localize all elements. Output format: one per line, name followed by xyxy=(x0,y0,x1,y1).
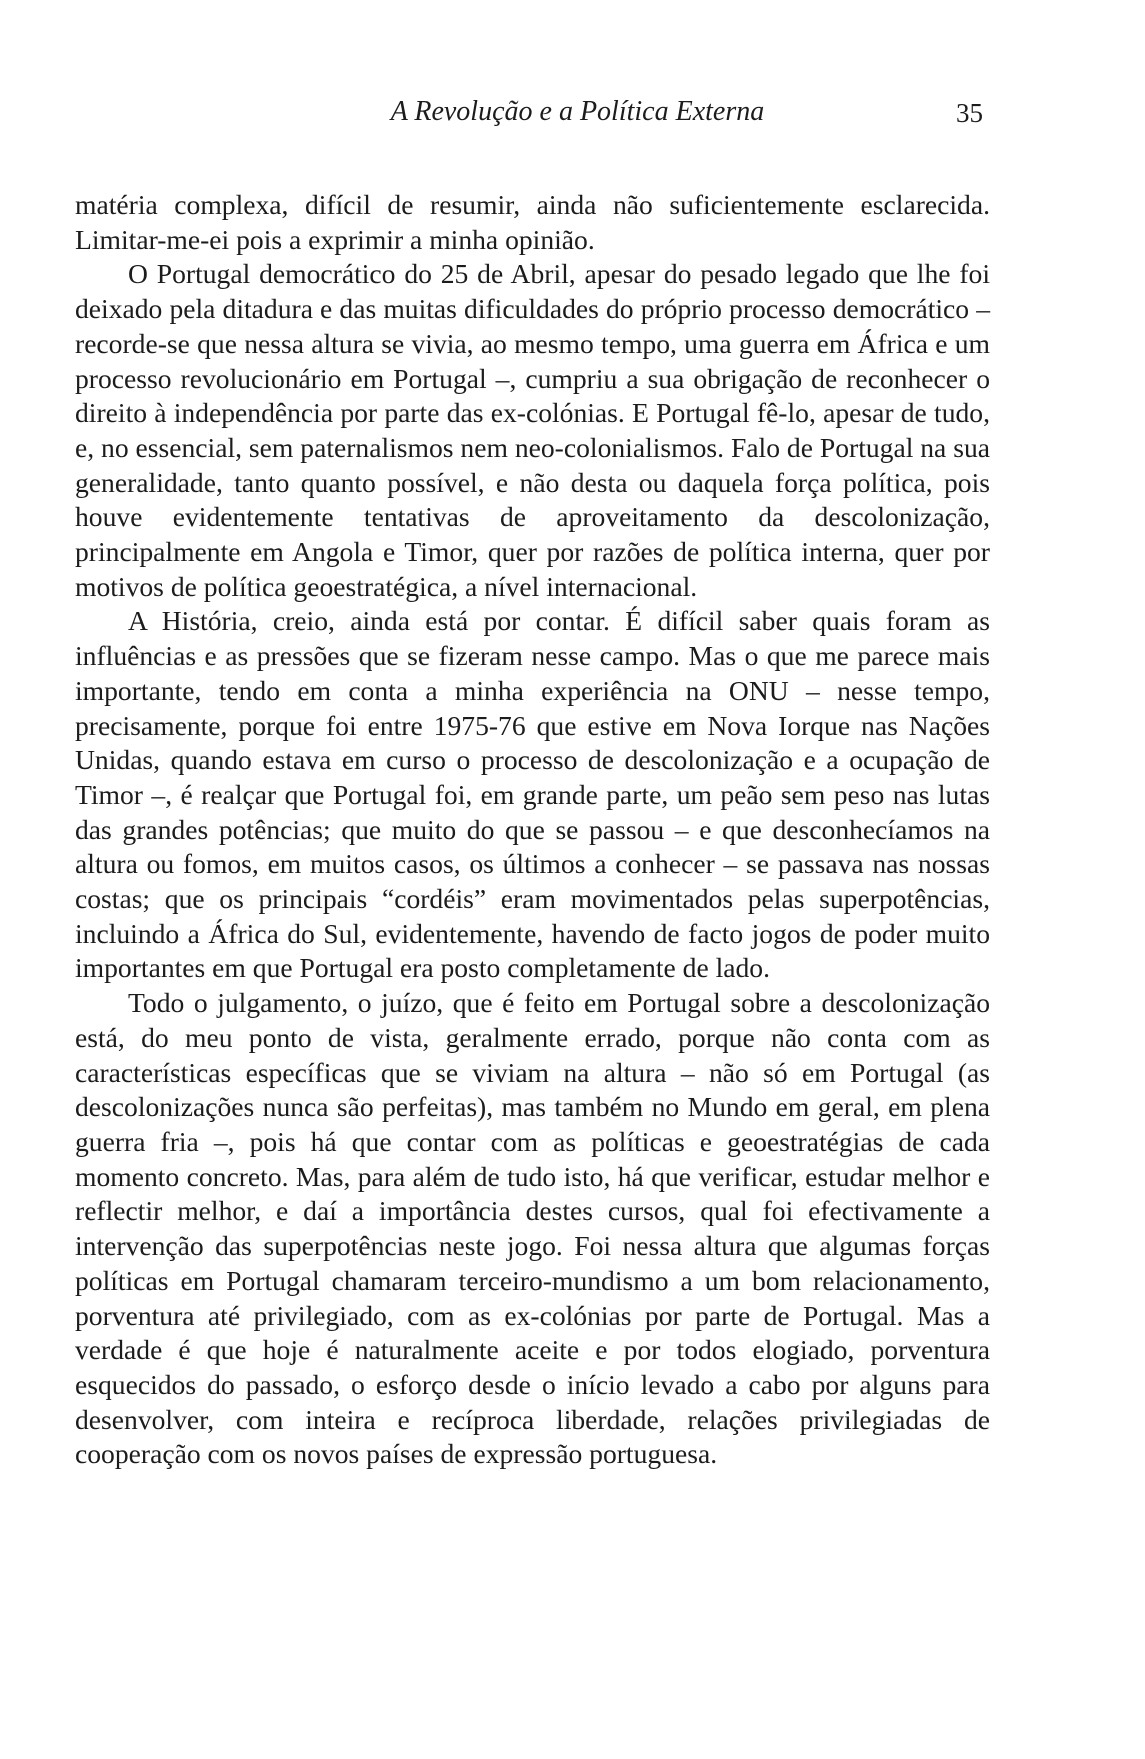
page-header xyxy=(0,96,1145,136)
page-number: 35 xyxy=(956,98,983,128)
paragraph-2: O Portugal democrático do 25 de Abril, apesar do pesado legado que lhe foi deixado pela ditadura e das muitas dificuldades do próprio processo democrático – recorde-se que nessa altura se vivia, ao mesmo tempo, uma guerra em África e um processo revolucionário em Portugal –, cumpriu a sua obrigação de reconhecer o direito à independência por parte das ex-colónias. E Portugal fê-lo, apesar de tudo, e, no essencial, sem paternalismos nem neo-colonialismos. Falo de Portugal na sua generalidade, tanto quanto possível, e não desta ou daquela força política, pois houve evidentemente tentativas de aproveitamento da descolonização, principalmente em Angola e Timor, quer por razões de política interna, quer por motivos de política geoestratégica, a nível internacional. xyxy=(75,258,990,602)
paragraph-4: Todo o julgamento, o juízo, que é feito em Portugal sobre a descolonização está, do meu ponto de vista, geralmente errado, porque não conta com as características específicas que se viviam na altura – não só em Portugal (as descolonizações nunca são perfeitas), mas também no Mundo em geral, em plena guerra fria –, pois há que contar com as políticas e geoestratégias de cada momento concreto. Mas, para além de tudo isto, há que verificar, estudar melhor e reflectir melhor, e daí a importância destes cursos, qual foi efectivamente a intervenção das superpotências neste jogo. Foi nessa altura que algumas forças políticas em Portugal chamaram terceiro-mundismo a um bom relacionamento, porventura até privilegiado, com as ex-colónias por parte de Portugal. Mas a verdade é que hoje é naturalmente aceite e por todos elogiado, porventura esquecidos do passado, o esforço desde o início levado a cabo por alguns para desenvolver, com inteira e recíproca liberdade, relações privilegiadas de cooperação com os novos países de expressão portuguesa. xyxy=(75,987,990,1470)
running-title: A Revolução e a Política Externa xyxy=(390,96,765,127)
body-text xyxy=(75,188,990,1472)
paragraph-3: A História, creio, ainda está por contar. É difícil saber quais foram as influências e as pressões que se fizeram nesse campo. Mas o que me parece mais importante, tendo em conta a minha experiência na ONU – nesse tempo, precisamente, porque foi entre 1975-76 que estive em Nova Iorque nas Nações Unidas, quando estava em curso o processo de descolonização e a ocupação de Timor –, é realçar que Portugal foi, em grande parte, um peão sem peso nas lutas das grandes potências; que muito do que se passou – e que desconhecíamos na altura ou fomos, em muitos casos, os últimos a conhecer – se passava nas nossas costas; que os principais “cordéis” eram movimentados pelas superpotências, incluindo a África do Sul, evidentemente, havendo de facto jogos de poder muito importantes em que Portugal era posto completamente de lado. xyxy=(75,605,990,984)
paragraph-1: matéria complexa, difícil de resumir, ainda não suficientemente esclarecida. Limitar-me-ei pois a exprimir a minha opinião. xyxy=(75,189,990,255)
